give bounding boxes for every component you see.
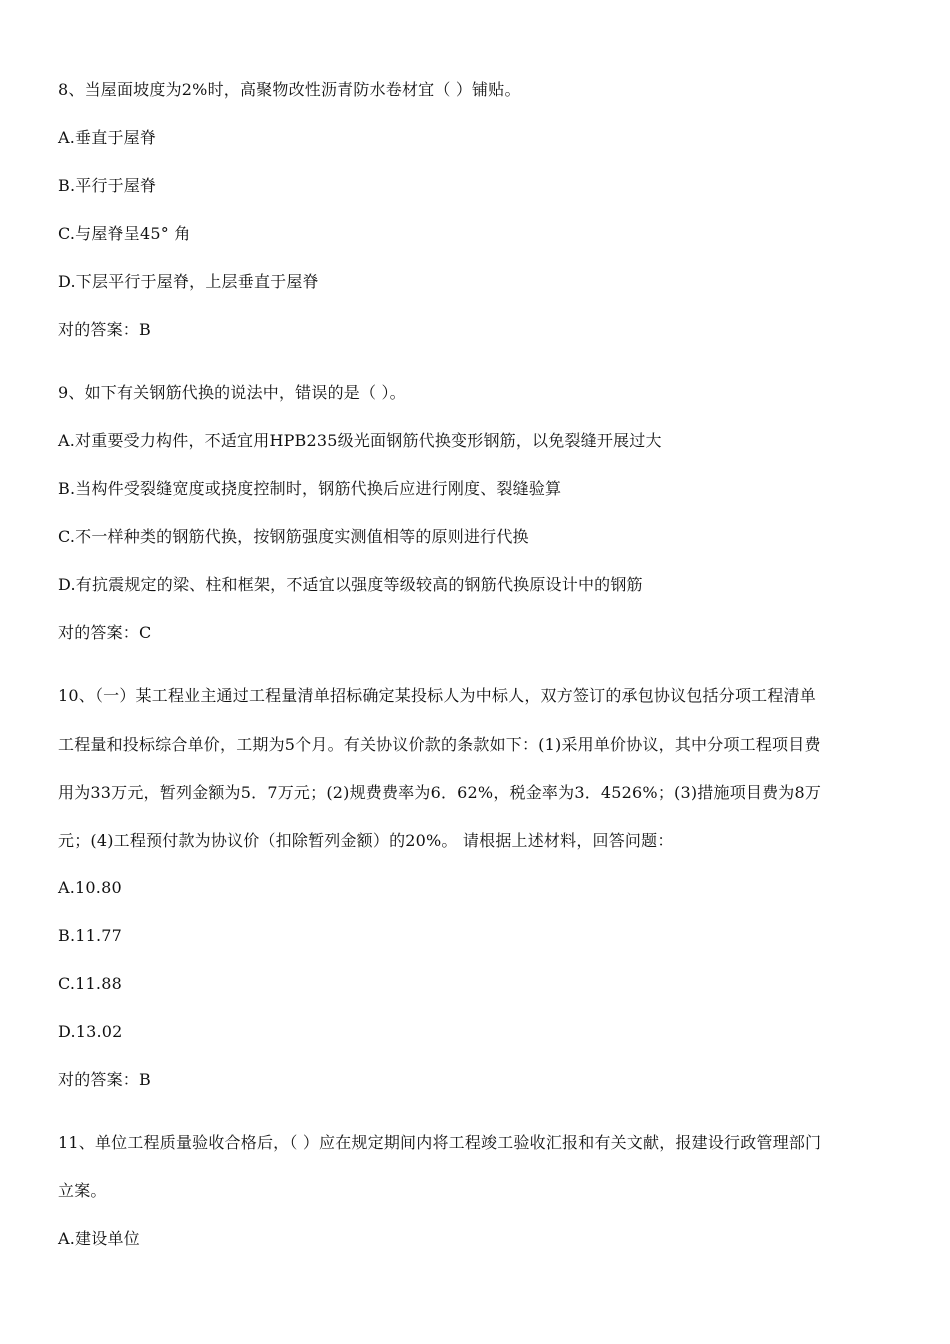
question-10-stem-line-4: 元；(4)工程预付款为协议价（扣除暂列金额）的20%。 请根据上述材料，回答问题： [58, 831, 674, 850]
question-10-stem-line-3: 用为33万元，暂列金额为5．7万元；(2)规费费率为6．62%，税金率为3．4526%；(3)措施项目费为8万 [58, 783, 822, 802]
question-8-option-c: C.与屋脊呈45° 角 [58, 224, 191, 243]
question-9-option-a: A.对重要受力构件，不适宜用HPB235级光面钢筋代换变形钢筋，以免裂缝开展过大 [58, 431, 662, 450]
question-10-answer: 对的答案：B [58, 1070, 151, 1089]
question-8-option-a: A.垂直于屋脊 [58, 128, 157, 147]
question-11-stem-line-2: 立案。 [58, 1181, 107, 1200]
question-10-option-c: C.11.88 [58, 974, 122, 993]
question-10-option-b: B.11.77 [58, 926, 123, 945]
question-8-option-d: D.下层平行于屋脊，上层垂直于屋脊 [58, 272, 319, 291]
question-11-stem-line-1: 11、单位工程质量验收合格后，（ ）应在规定期间内将工程竣工验收汇报和有关文献，报建设行政管理部门 [58, 1133, 822, 1152]
question-9-option-d: D.有抗震规定的梁、柱和框架，不适宜以强度等级较高的钢筋代换原设计中的钢筋 [58, 575, 643, 594]
question-10-stem-line-1: 10、（一）某工程业主通过工程量清单招标确定某投标人为中标人，双方签订的承包协议包括分项工程清单 [58, 686, 816, 705]
question-9-option-c: C.不一样种类的钢筋代换，按钢筋强度实测值相等的原则进行代换 [58, 527, 529, 546]
question-8-option-b: B.平行于屋脊 [58, 176, 157, 195]
question-10-stem-line-2: 工程量和投标综合单价，工期为5个月。有关协议价款的条款如下：(1)采用单价协议，其中分项工程项目费 [58, 735, 821, 754]
question-8-stem: 8、当屋面坡度为2%时，高聚物改性沥青防水卷材宜（ ）铺贴。 [58, 80, 521, 99]
question-9-option-b: B.当构件受裂缝宽度或挠度控制时，钢筋代换后应进行刚度、裂缝验算 [58, 479, 562, 498]
question-11-option-a: A.建设单位 [58, 1229, 140, 1248]
question-9-stem: 9、如下有关钢筋代换的说法中，错误的是（ ）。 [58, 383, 406, 402]
question-10-option-a: A.10.80 [58, 878, 122, 897]
question-10-option-d: D.13.02 [58, 1022, 123, 1041]
question-9-answer: 对的答案：C [58, 623, 152, 642]
question-8-answer: 对的答案：B [58, 320, 151, 339]
